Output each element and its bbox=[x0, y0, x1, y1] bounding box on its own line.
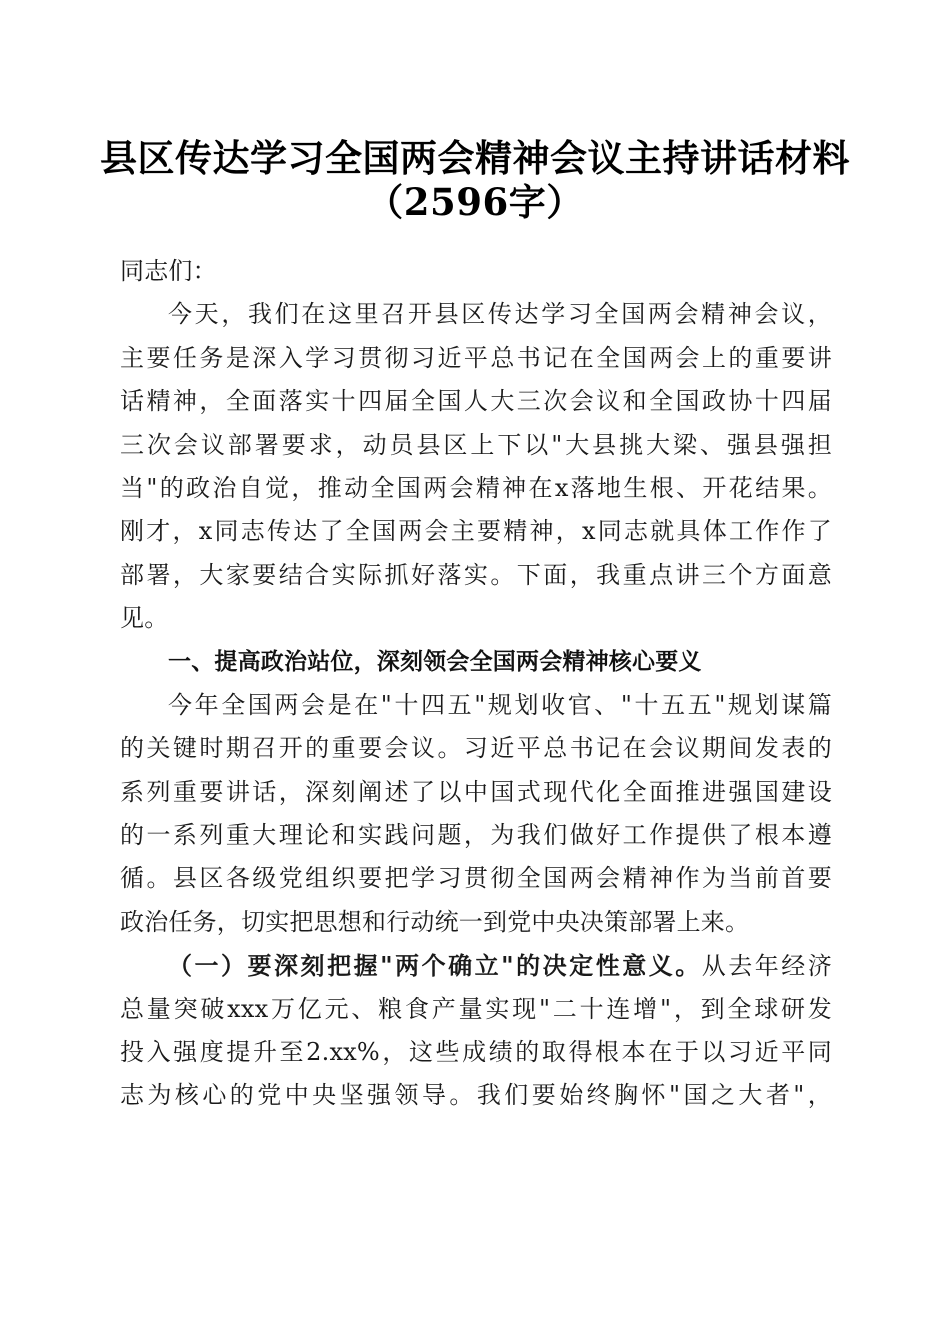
para2-line: 政治任务，切实把思想和行动统一到党中央决策部署上来。 bbox=[120, 907, 750, 936]
para3-line: 投入强度提升至2.xx%，这些成绩的取得根本在于以习近平同 bbox=[120, 1038, 832, 1067]
para1-line: 刚才，x同志传达了全国两会主要精神，x同志就具体工作作了 bbox=[120, 517, 832, 546]
section-heading: 一、提高政治站位，深刻领会全国两会精神核心要义 bbox=[168, 648, 702, 675]
document-body bbox=[120, 250, 832, 1118]
para3-line: 总量突破xxx万亿元、粮食产量实现"二十连增"，到全球研发 bbox=[120, 994, 832, 1023]
salutation: 同志们： bbox=[120, 257, 217, 285]
para3-first-line bbox=[120, 944, 832, 987]
para3-first-line-rest: 从去年经济 bbox=[701, 952, 832, 981]
para2-line: 系列重要讲话，深刻阐述了以中国式现代化全面推进强国建设 bbox=[120, 777, 832, 806]
para1-line: 主要任务是深入学习贯彻习近平总书记在全国两会上的重要讲 bbox=[120, 343, 832, 372]
para1-line: 话精神，全面落实十四届全国人大三次会议和全国政协十四届 bbox=[120, 387, 832, 416]
para2-line: 的关键时期召开的重要会议。习近平总书记在会议期间发表的 bbox=[120, 734, 832, 763]
para2-line: 的一系列重大理论和实践问题，为我们做好工作提供了根本遵 bbox=[120, 821, 832, 850]
para1-line: 三次会议部署要求，动员县区上下以"大县挑大梁、强县强担 bbox=[120, 430, 832, 459]
para2-line: 循。县区各级党组织要把学习贯彻全国两会精神作为当前首要 bbox=[120, 864, 832, 893]
document-subtitle-word-count: （2596字） bbox=[366, 180, 584, 224]
subsection-heading: （一）要深刻把握"两个确立"的决定性意义。 bbox=[168, 951, 702, 981]
para3-line: 志为核心的党中央坚强领导。我们要始终胸怀"国之大者"， bbox=[120, 1081, 832, 1110]
para1-line: 见。 bbox=[120, 604, 169, 633]
document-title: 县区传达学习全国两会精神会议主持讲话材料 bbox=[100, 136, 850, 180]
para1-line: 今天，我们在这里召开县区传达学习全国两会精神会议， bbox=[168, 300, 832, 329]
para1-line: 当"的政治自觉，推动全国两会精神在x落地生根、开花结果。 bbox=[120, 473, 832, 502]
para1-line: 部署，大家要结合实际抓好落实。下面，我重点讲三个方面意 bbox=[120, 560, 832, 589]
para2-line: 今年全国两会是在"十四五"规划收官、"十五五"规划谋篇 bbox=[168, 690, 832, 719]
